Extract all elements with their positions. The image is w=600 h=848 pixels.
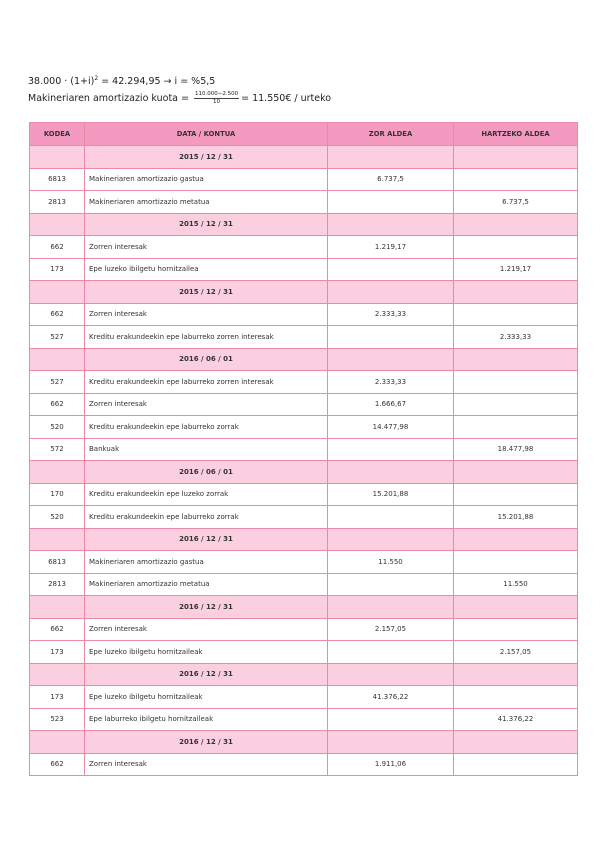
debit-amount: 1.219,17	[328, 236, 454, 259]
entry-date: 2015 / 12 / 31	[85, 146, 328, 169]
entry-date: 2015 / 12 / 31	[85, 281, 328, 304]
debit-amount	[328, 573, 454, 596]
debit-amount	[328, 258, 454, 281]
date-row	[30, 461, 578, 484]
table-header-row	[30, 123, 578, 146]
credit-amount	[454, 551, 578, 574]
credit-amount	[454, 303, 578, 326]
date-row-spacer	[328, 528, 454, 551]
date-row-spacer	[454, 348, 578, 371]
date-row-spacer	[30, 213, 85, 236]
date-row-spacer	[30, 146, 85, 169]
credit-amount: 15.201,88	[454, 506, 578, 529]
credit-amount	[454, 393, 578, 416]
account-name: Kreditu erakundeekin epe laburreko zorrak	[85, 416, 328, 439]
account-name: Zorren interesak	[85, 393, 328, 416]
date-row	[30, 213, 578, 236]
debit-amount	[328, 191, 454, 214]
account-code: 662	[30, 236, 85, 259]
account-code: 662	[30, 618, 85, 641]
date-row-spacer	[30, 528, 85, 551]
credit-amount: 41.376,22	[454, 708, 578, 731]
table-row	[30, 708, 578, 731]
amortization-quota-formula: Makineriaren amortizazio kuota = $\frac{110.000-2.500}{10}$ = 11.550€ / urteko	[28, 91, 332, 106]
date-row-spacer	[30, 281, 85, 304]
account-code: 2813	[30, 573, 85, 596]
date-row-spacer	[328, 348, 454, 371]
date-row-spacer	[328, 663, 454, 686]
entry-date: 2015 / 12 / 31	[85, 213, 328, 236]
table-row	[30, 416, 578, 439]
credit-amount	[454, 371, 578, 394]
account-code: 173	[30, 686, 85, 709]
table-row	[30, 483, 578, 506]
debit-amount: 11.550	[328, 551, 454, 574]
account-code: 662	[30, 753, 85, 776]
table-row	[30, 686, 578, 709]
credit-amount: 2.157,05	[454, 641, 578, 664]
table-row	[30, 506, 578, 529]
account-name: Makineriaren amortizazio gastua	[85, 168, 328, 191]
debit-amount	[328, 708, 454, 731]
table-row	[30, 326, 578, 349]
credit-amount	[454, 618, 578, 641]
table-row	[30, 551, 578, 574]
credit-amount	[454, 686, 578, 709]
debit-amount: 1.911,06	[328, 753, 454, 776]
date-row	[30, 663, 578, 686]
account-code: 527	[30, 371, 85, 394]
account-code: 662	[30, 303, 85, 326]
debit-amount	[328, 326, 454, 349]
table-row	[30, 191, 578, 214]
fraction: $\frac{110.000-2.500}{10}$	[195, 91, 239, 106]
account-name: Zorren interesak	[85, 236, 328, 259]
date-row-spacer	[454, 213, 578, 236]
table-row	[30, 641, 578, 664]
date-row	[30, 281, 578, 304]
entry-date: 2016 / 12 / 31	[85, 528, 328, 551]
account-name: Bankuak	[85, 438, 328, 461]
credit-amount	[454, 236, 578, 259]
date-row-spacer	[454, 596, 578, 619]
header-credit: HARTZEKO ALDEA	[454, 123, 578, 146]
table-row	[30, 618, 578, 641]
account-name: Makineriaren amortizazio metatua	[85, 573, 328, 596]
interest-rate-formula: $38.000 \cdot (1+i)^2 = 42.294,95 \to i = \%5,5$	[28, 75, 216, 88]
date-row	[30, 146, 578, 169]
account-code: 520	[30, 506, 85, 529]
table-body	[30, 146, 578, 776]
debit-amount: 1.666,67	[328, 393, 454, 416]
date-row	[30, 348, 578, 371]
entry-date: 2016 / 12 / 31	[85, 731, 328, 754]
date-row-spacer	[30, 348, 85, 371]
credit-amount: 6.737,5	[454, 191, 578, 214]
date-row	[30, 528, 578, 551]
credit-amount: 18.477,98	[454, 438, 578, 461]
credit-amount	[454, 416, 578, 439]
date-row-spacer	[454, 146, 578, 169]
table-row	[30, 753, 578, 776]
table-row	[30, 303, 578, 326]
debit-amount: 41.376,22	[328, 686, 454, 709]
credit-amount	[454, 483, 578, 506]
entry-date: 2016 / 12 / 31	[85, 596, 328, 619]
debit-amount: 6.737,5	[328, 168, 454, 191]
table-row	[30, 236, 578, 259]
date-row-spacer	[30, 731, 85, 754]
debit-amount	[328, 506, 454, 529]
table-row	[30, 573, 578, 596]
credit-amount	[454, 753, 578, 776]
entry-date: 2016 / 12 / 31	[85, 663, 328, 686]
date-row-spacer	[328, 213, 454, 236]
account-code: 6813	[30, 551, 85, 574]
account-code: 173	[30, 641, 85, 664]
table-row	[30, 438, 578, 461]
date-row-spacer	[328, 281, 454, 304]
account-name: Epe laburreko ibilgetu hornitzaileak	[85, 708, 328, 731]
credit-amount: 11.550	[454, 573, 578, 596]
account-code: 6813	[30, 168, 85, 191]
date-row-spacer	[454, 461, 578, 484]
account-name: Epe luzeko ibilgetu hornitzailea	[85, 258, 328, 281]
table-row	[30, 393, 578, 416]
account-name: Kreditu erakundeekin epe laburreko zorren interesak	[85, 371, 328, 394]
account-code: 520	[30, 416, 85, 439]
debit-amount	[328, 641, 454, 664]
account-code: 572	[30, 438, 85, 461]
date-row-spacer	[454, 281, 578, 304]
account-name: Makineriaren amortizazio gastua	[85, 551, 328, 574]
account-code: 173	[30, 258, 85, 281]
journal-entries-table	[29, 122, 578, 776]
table-row	[30, 371, 578, 394]
entry-date: 2016 / 06 / 01	[85, 461, 328, 484]
account-code: 527	[30, 326, 85, 349]
debit-amount: 2.333,33	[328, 303, 454, 326]
table-row	[30, 168, 578, 191]
credit-amount	[454, 168, 578, 191]
date-row-spacer	[328, 461, 454, 484]
credit-amount: 1.219,17	[454, 258, 578, 281]
account-code: 2813	[30, 191, 85, 214]
header-code: KODEA	[30, 123, 85, 146]
date-row-spacer	[328, 731, 454, 754]
account-name: Kreditu erakundeekin epe laburreko zorren interesak	[85, 326, 328, 349]
account-name: Makineriaren amortizazio metatua	[85, 191, 328, 214]
date-row-spacer	[30, 663, 85, 686]
account-name: Kreditu erakundeekin epe luzeko zorrak	[85, 483, 328, 506]
date-row-spacer	[454, 528, 578, 551]
formula-block	[28, 70, 331, 107]
header-debit: ZOR ALDEA	[328, 123, 454, 146]
account-name: Epe luzeko ibilgetu hornitzaileak	[85, 686, 328, 709]
date-row	[30, 731, 578, 754]
date-row-spacer	[454, 731, 578, 754]
date-row-spacer	[454, 663, 578, 686]
account-name: Epe luzeko ibilgetu hornitzaileak	[85, 641, 328, 664]
credit-amount: 2.333,33	[454, 326, 578, 349]
date-row-spacer	[30, 461, 85, 484]
account-name: Zorren interesak	[85, 618, 328, 641]
account-code: 170	[30, 483, 85, 506]
debit-amount: 15.201,88	[328, 483, 454, 506]
debit-amount: 2.157,05	[328, 618, 454, 641]
account-name: Zorren interesak	[85, 753, 328, 776]
debit-amount: 14.477,98	[328, 416, 454, 439]
account-name: Kreditu erakundeekin epe laburreko zorrak	[85, 506, 328, 529]
date-row-spacer	[30, 596, 85, 619]
account-code: 523	[30, 708, 85, 731]
table-row	[30, 258, 578, 281]
account-code: 662	[30, 393, 85, 416]
account-name: Zorren interesak	[85, 303, 328, 326]
header-date-account: DATA / KONTUA	[85, 123, 328, 146]
debit-amount: 2.333,33	[328, 371, 454, 394]
date-row	[30, 596, 578, 619]
date-row-spacer	[328, 146, 454, 169]
entry-date: 2016 / 06 / 01	[85, 348, 328, 371]
debit-amount	[328, 438, 454, 461]
date-row-spacer	[328, 596, 454, 619]
